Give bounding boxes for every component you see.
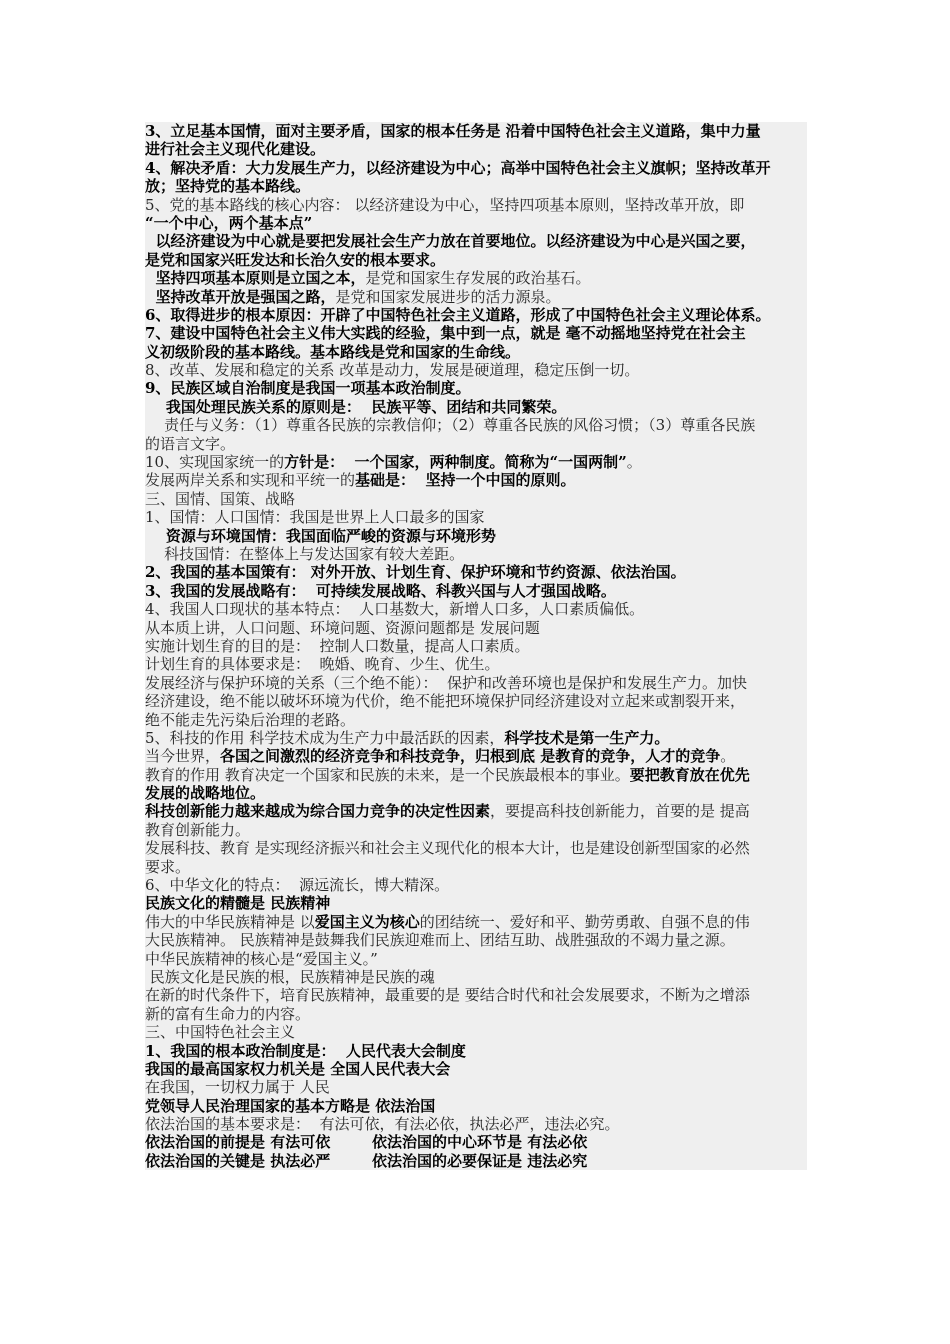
text-line — [145, 545, 807, 563]
text-span: 10、实现国家统一的 — [145, 453, 285, 472]
text-span: 坚持改革开放是强国之路， — [145, 287, 336, 306]
text-line — [145, 986, 807, 1004]
text-span: 8、改革、发展和稳定的关系 改革是动力，发展是硬道理，稳定压倒一切。 — [145, 361, 640, 380]
text-line — [145, 122, 807, 140]
text-line — [145, 232, 807, 250]
text-line — [145, 729, 807, 747]
text-span: 绝不能走先污染后治理的老路。 — [145, 710, 356, 729]
text-span: “一个中心，两个基本点” — [145, 213, 313, 232]
text-line — [145, 324, 807, 342]
text-span: 各国之间激烈的经济竞争和科技竞争，归根到底 是教育的竞争，人才的竞争 — [220, 747, 721, 766]
text-span: 6、中华文化的特点： 源远流长，博大精深。 — [145, 876, 450, 895]
text-span: 民族文化的精髓是 民族精神 — [145, 894, 331, 913]
text-span: 科学技术是第一生产力。 — [504, 728, 670, 747]
text-line — [145, 1078, 807, 1096]
text-line — [145, 619, 807, 637]
text-span: 3、我国的发展战略有： 可持续发展战略、科教兴国与人才强国战略。 — [145, 581, 616, 600]
text-line — [145, 1023, 807, 1041]
text-span: 经济建设，绝不能以破坏环境为代价，绝不能把环境保护同经济建设对立起来或割裂开来， — [145, 692, 746, 711]
text-span: 资源与环境国情：我国面临严峻的资源与环境形势 — [145, 526, 496, 545]
text-line — [145, 379, 807, 397]
text-span: 是党和国家兴旺发达和长治久安的根本要求。 — [145, 250, 446, 269]
text-line — [145, 1042, 807, 1060]
text-span: 大民族精神。 民族精神是鼓舞我们民族迎难而上、团结互助、战胜强敌的不竭力量之源。 — [145, 931, 735, 950]
text-span: 4、我国人口现状的基本特点： 人口基数大，新增人口多，人口素质偏低。 — [145, 600, 645, 619]
text-span: 是党和国家生存发展的政治基石。 — [365, 269, 591, 288]
text-line — [145, 711, 807, 729]
text-line — [145, 398, 807, 416]
text-span: 在新的时代条件下，培育民族精神，最重要的是 要结合时代和社会发展要求，不断为之增添 — [145, 986, 750, 1005]
text-line — [145, 637, 807, 655]
text-line — [145, 453, 807, 471]
text-line — [145, 269, 807, 287]
text-span: 责任与义务：（1）尊重各民族的宗教信仰；（2）尊重各民族的风俗习惯；（3）尊重各民族 — [145, 416, 756, 435]
text-span: 9、民族区域自治制度是我国一项基本政治制度。 — [145, 379, 471, 398]
text-span: 爱国主义为核心 — [314, 912, 420, 931]
text-span: 新的富有生命力的内容。 — [145, 1004, 311, 1023]
text-span: 发展两岸关系和实现和平统一的 — [145, 471, 356, 490]
document-body — [145, 122, 807, 1170]
text-span: 中华民族精神的核心是“爱国主义。” — [145, 949, 378, 968]
text-span: 以经济建设为中心就是要把发展社会生产力放在首要地位。以经济建设为中心是兴国之要， — [145, 232, 756, 251]
text-line — [145, 306, 807, 324]
text-span: 。 — [720, 747, 736, 766]
text-line — [145, 931, 807, 949]
text-span: 1、国情：人口国情：我国是世界上人口最多的国家 — [145, 508, 485, 527]
text-span: 三、中国特色社会主义 — [145, 1023, 296, 1042]
text-line — [145, 674, 807, 692]
text-line — [145, 600, 807, 618]
text-span: 是党和国家发展进步的活力源泉。 — [335, 287, 561, 306]
text-line — [145, 655, 807, 673]
text-span: 依法治国的关键是 执法必严 依法治国的必要保证是 违法必究 — [145, 1151, 588, 1170]
text-line — [145, 858, 807, 876]
text-span: 5、科技的作用 科学技术成为生产力中最活跃的因素， — [145, 728, 505, 747]
text-line — [145, 1005, 807, 1023]
text-line — [145, 1060, 807, 1078]
text-span: 依法治国的基本要求是： 有法可依，有法必依，执法必严，违法必究。 — [145, 1115, 620, 1134]
text-span: 发展的战略地位。 — [145, 784, 266, 803]
text-span: 在我国，一切权力属于 人民 — [145, 1078, 330, 1097]
text-span: 5、党的基本路线的核心内容： 以经济建设为中心，坚持四项基本原则，坚持改革开放，即 — [145, 195, 745, 214]
text-line — [145, 490, 807, 508]
text-span: 计划生育的具体要求是： 晚婚、晚育、少生、优生。 — [145, 655, 500, 674]
text-span: 从本质上讲，人口问题、环境问题、资源问题都是 发展问题 — [145, 618, 540, 637]
text-span: 党领导人民治理国家的基本方略是 依法治国 — [145, 1096, 436, 1115]
text-line — [145, 343, 807, 361]
text-span: 三、国情、国策、战略 — [145, 489, 296, 508]
text-line — [145, 1097, 807, 1115]
text-line — [145, 527, 807, 545]
text-line — [145, 288, 807, 306]
text-span: 的语言文字。 — [145, 434, 236, 453]
text-line — [145, 839, 807, 857]
text-line — [145, 361, 807, 379]
text-line — [145, 692, 807, 710]
text-line — [145, 1152, 807, 1170]
text-span: 我国处理民族关系的原则是： 民族平等、团结和共同繁荣。 — [145, 397, 567, 416]
text-span: 6、取得进步的根本原因：开辟了中国特色社会主义道路，形成了中国特色社会主义理论体系。 — [145, 305, 771, 324]
text-span: 放；坚持党的基本路线。 — [145, 177, 311, 196]
text-span: 坚持四项基本原则是立国之本， — [145, 269, 366, 288]
text-line — [145, 950, 807, 968]
text-span: 方针是： 一个国家，两种制度。简称为“一国两制” — [284, 453, 627, 472]
text-line — [145, 435, 807, 453]
text-line — [145, 1115, 807, 1133]
text-span: 义初级阶段的基本路线。基本路线是党和国家的生命线。 — [145, 342, 521, 361]
text-span: 实施计划生育的目的是： 控制人口数量，提高人口素质。 — [145, 636, 530, 655]
text-line — [145, 159, 807, 177]
text-span: 1、我国的根本政治制度是： 人民代表大会制度 — [145, 1041, 466, 1060]
text-span: 伟大的中华民族精神是 以 — [145, 912, 315, 931]
text-span: 的团结统一、爱好和平、勤劳勇敢、自强不息的伟 — [419, 912, 750, 931]
text-span: 教育创新能力。 — [145, 820, 251, 839]
text-span: 进行社会主义现代化建设。 — [145, 140, 326, 159]
text-line — [145, 214, 807, 232]
text-line — [145, 196, 807, 214]
text-line — [145, 821, 807, 839]
text-span: 要求。 — [145, 857, 191, 876]
text-span: 4、解决矛盾：大力发展生产力，以经济建设为中心；高举中国特色社会主义旗帜；坚持改革开 — [145, 158, 771, 177]
text-line — [145, 177, 807, 195]
text-span: 我国的最高国家权力机关是 全国人民代表大会 — [145, 1059, 451, 1078]
text-line — [145, 894, 807, 912]
text-span: 当今世界， — [145, 747, 221, 766]
text-line — [145, 747, 807, 765]
text-line — [145, 802, 807, 820]
text-span: 教育的作用 教育决定一个国家和民族的未来，是一个民族最根本的事业。 — [145, 765, 630, 784]
text-line — [145, 1133, 807, 1151]
text-line — [145, 582, 807, 600]
text-span: 7、建设中国特色社会主义伟大实践的经验，集中到一点，就是 毫不动摇地坚持党在社会主 — [145, 324, 746, 343]
text-span: 发展科技、教育 是实现经济振兴和社会主义现代化的根本大计，也是建设创新型国家的必然 — [145, 839, 750, 858]
text-line — [145, 508, 807, 526]
text-line — [145, 416, 807, 434]
text-line — [145, 563, 807, 581]
text-span: 科技国情：在整体上与发达国家有较大差距。 — [145, 544, 465, 563]
text-line — [145, 968, 807, 986]
text-line — [145, 251, 807, 269]
text-line — [145, 766, 807, 784]
text-span: 科技创新能力越来越成为综合国力竞争的决定性因素 — [145, 802, 491, 821]
text-line — [145, 140, 807, 158]
text-span: 民族文化是民族的根，民族精神是民族的魂 — [145, 967, 435, 986]
text-span: 。 — [626, 453, 642, 472]
text-span: 2、我国的基本国策有： 对外开放、计划生育、保护环境和节约资源、依法治国。 — [145, 563, 686, 582]
text-line — [145, 913, 807, 931]
text-span: ，要提高科技创新能力，首要的是 提高 — [490, 802, 750, 821]
text-span: 3、立足基本国情，面对主要矛盾，国家的根本任务是 沿着中国特色社会主义道路，集中力量 — [145, 122, 761, 140]
text-line — [145, 784, 807, 802]
text-line — [145, 876, 807, 894]
text-span: 发展经济与保护环境的关系（三个绝不能）： 保护和改善环境也是保护和发展生产力。加快 — [145, 673, 748, 692]
text-span: 要把教育放在优先 — [629, 765, 750, 784]
text-line — [145, 471, 807, 489]
text-span: 基础是： 坚持一个中国的原则。 — [355, 471, 576, 490]
text-span: 依法治国的前提是 有法可依 依法治国的中心环节是 有法必依 — [145, 1133, 588, 1152]
